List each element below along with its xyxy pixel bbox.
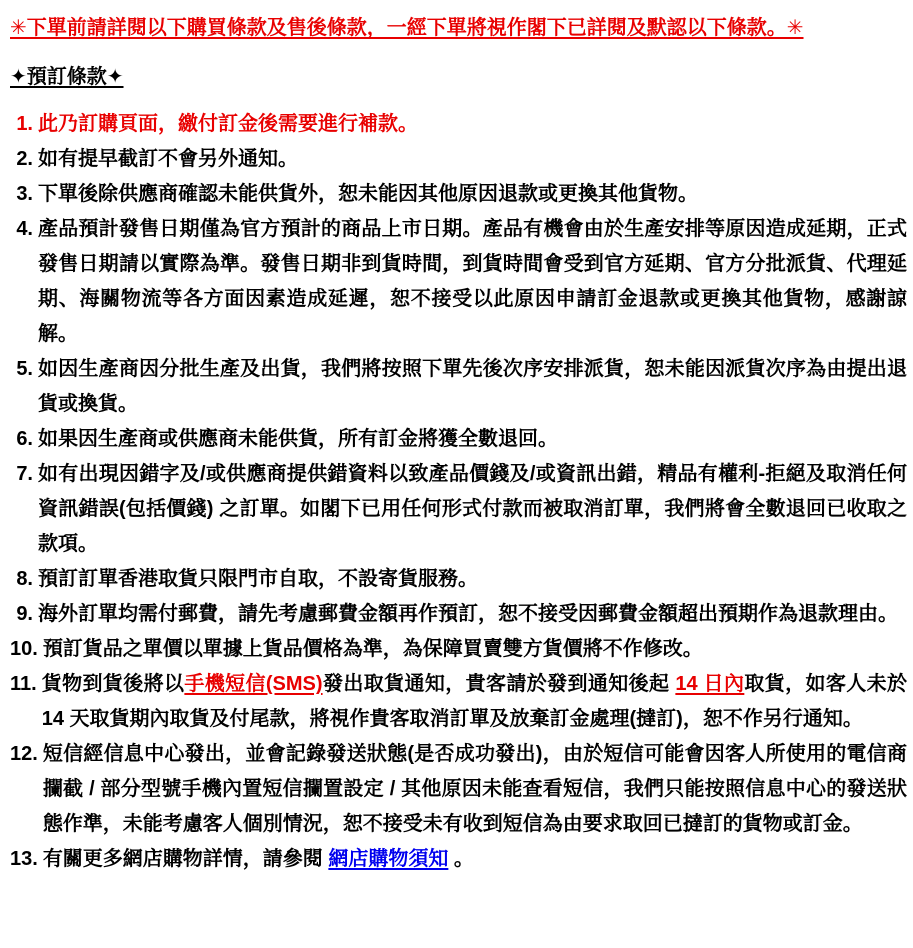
term-item-5 [10,352,907,422]
term-text [42,667,907,737]
term-item-13 [10,842,907,877]
term-text: 下單後除供應商確認未能供貨外，恕未能因其他原因退款或更換其他貨物。 [38,183,698,205]
term-item-12 [10,737,907,842]
term-item-1 [10,107,907,142]
term-text: 產品預計發售日期僅為官方預計的商品上市日期。產品有機會由於生產安排等原因造成延期，正式發售日期請以實際為準。發售日期非到貨時間，到貨時間會受到官方延期、官方分批派貨、代理延期、海關物流等各方面因素造成延遲，恕不接受以此原因申請訂金退款或更換其他貨物，感謝諒解。 [38,218,907,345]
term-text-segment: 發出取貨通知，貴客請於發到通知後起 [322,673,676,695]
term-text-segment: 取貨，如客人未於 14 天取貨期內取貨及付尾款，將視作貴客取消訂單及放棄訂金處理(撻訂)，恕不作另行通知。 [41,673,907,730]
term-item-2 [10,142,907,177]
terms-list [10,107,907,877]
term-item-4 [10,212,907,352]
term-text-segment: 。 [448,848,474,870]
sms-notice-highlight: 手機短信(SMS) [184,673,323,695]
pre-order-warning-header: ✳下單前請詳閱以下購買條款及售後條款，一經下單將視作閣下已詳閱及默認以下條款。✳ [10,17,804,39]
term-item-10 [10,632,907,667]
term-number: 10. [10,638,38,660]
term-number: 2. [16,148,33,170]
term-number: 7. [16,463,33,485]
term-text: 如果因生產商或供應商未能供貨，所有訂金將獲全數退回。 [38,428,558,450]
term-number: 6. [16,428,33,450]
term-item-6 [10,422,907,457]
term-number: 3. [16,183,33,205]
term-item-7 [10,457,907,562]
term-text-segment: 貨物到貨後將以 [41,673,185,695]
term-text-segment: 有關更多網店購物詳情，請參閱 [42,848,329,870]
term-item-8 [10,562,907,597]
term-text [43,842,907,877]
term-item-11 [10,667,907,737]
term-text: 短信經信息中心發出，並會記錄發送狀態(是否成功發出)，由於短信可能會因客人所使用的電信商攔截 / 部分型號手機內置短信攔置設定 / 其他原因未能查看短信，我們只能按照信息中心的發送狀態作準，未能考慮客人個別情況，恕不接受未有收到短信為由要求取回已撻訂的貨物或訂金。 [42,743,907,835]
pickup-deadline-highlight: 14 日內 [675,673,745,695]
term-number: 5. [16,358,33,380]
term-number: 13. [10,848,38,870]
section-title [10,63,907,91]
term-text: 如有提早截訂不會另外通知。 [38,148,298,170]
term-number: 1. [16,113,33,135]
term-text: 海外訂單均需付郵費，請先考慮郵費金額再作預訂，恕不接受因郵費金額超出預期作為退款理由。 [38,603,898,625]
term-text: 如有出現因錯字及/或供應商提供錯資料以致產品價錢及/或資訊出錯，精品有權利-拒絕及取消任何資訊錯誤(包括價錢) 之訂單。如閣下已用任何形式付款而被取消訂單，我們將會全數退回已收取之款項。 [38,463,907,555]
term-item-9 [10,597,907,632]
term-number: 8. [16,568,33,590]
term-text: 預訂貨品之單價以單據上貨品價格為準，為保障買賣雙方貨價將不作修改。 [42,638,703,660]
store-shopping-notice-link[interactable]: 網店購物須知 [328,848,449,870]
term-text: 此乃訂購頁面，繳付訂金後需要進行補款。 [38,113,418,135]
term-text: 預訂訂單香港取貨只限門市自取，不設寄貨服務。 [38,568,478,590]
term-number: 12. [10,743,38,765]
term-number: 9. [16,603,33,625]
term-text: 如因生產商因分批生產及出貨，我們將按照下單先後次序安排派貨，恕未能因派貨次序為由提出退貨或換貨。 [38,358,907,415]
term-item-3 [10,177,907,212]
section-title-text: ✦預訂條款✦ [10,66,124,88]
term-number: 4. [16,218,33,240]
term-number: 11. [10,673,37,695]
